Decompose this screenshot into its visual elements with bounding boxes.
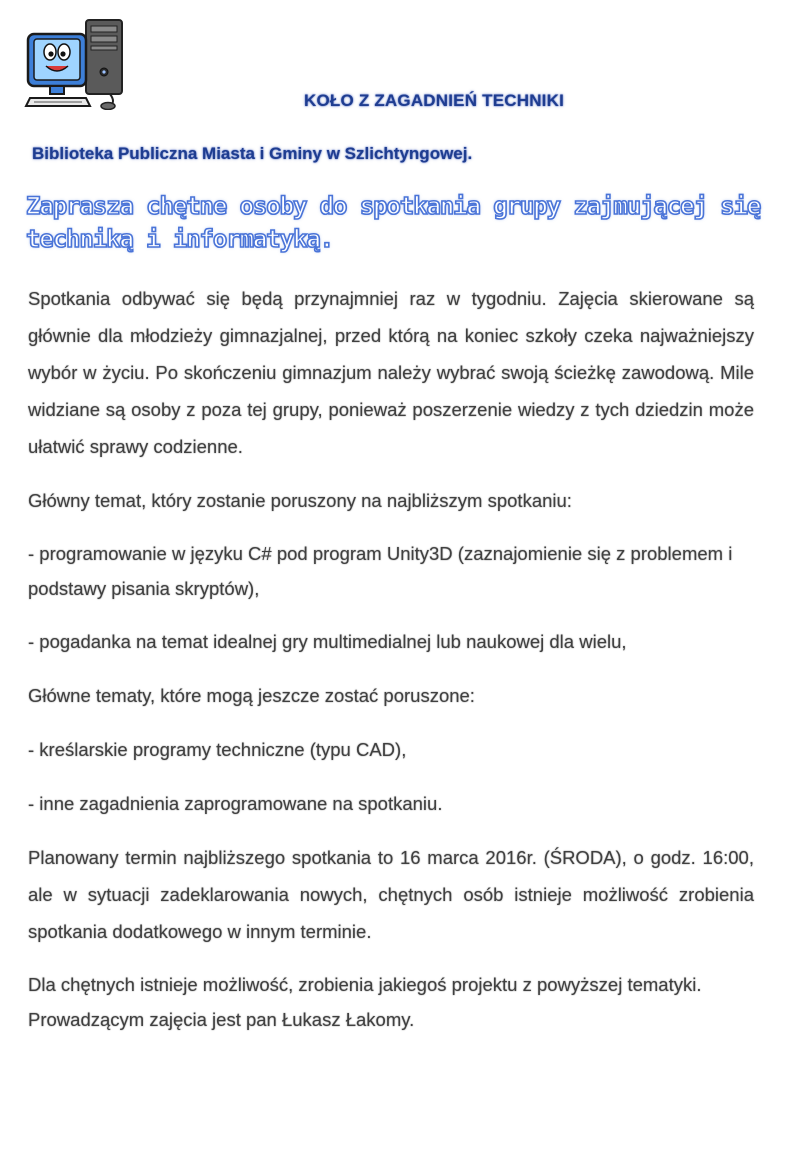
topic-item: - kreślarskie programy techniczne (typu CAD), [28,739,407,760]
topic-item: - inne zagadnienia zaprogramowane na spotkaniu. [28,793,443,814]
library-name: Biblioteka Publiczna Miasta i Gminy w Szlichtyngowej. [32,144,473,163]
document-body [28,280,754,1055]
other-topics-heading: Główne tematy, które mogą jeszcze zostać poruszone: [28,685,475,706]
projects-paragraph: Dla chętnych istnieje możliwość, zrobienia jakiegoś projektu z powyższej tematyki. Prowadzącym zajęcia jest pan Łukasz Łakomy. [28,974,702,1030]
topic-item: - programowanie w języku C# pod program Unity3D (zaznajomienie się z problemem i podstawy pisania skryptów), [28,543,733,599]
page-title: KOŁO Z ZAGADNIEŃ TECHNIKI [304,91,564,110]
topic-item: - pogadanka na temat idealnej gry multimedialnej lub naukowej dla wielu, [28,631,627,652]
schedule-paragraph: Planowany termin najbliższego spotkania to 16 marca 2016r. (ŚRODA), o godz. 16:00, ale w sytuacji zadeklarowania nowych, chętnych osób istnieje możliwość zrobienia spotkania dodatkowego w innym terminie. [28,847,754,942]
intro-paragraph: Spotkania odbywać się będą przynajmniej raz w tygodniu. Zajęcia skierowane są głównie dla młodzieży gimnazjalnej, przed którą na koniec szkoły czeka najważniejszy wybór w życiu. Po skończeniu gimnazjum należy wybrać swoją ścieżkę zawodową. Mile widziane są osoby z poza tej grupy, ponieważ poszerzenie wiedzy z tych dziedzin może ułatwić sprawy codzienne. [28,288,754,457]
invitation-heading: Zaprasza chętne osoby do spotkania grupy zajmującej się techniką i informatyką. [26,192,761,253]
main-topic-heading: Główny temat, który zostanie poruszony na najbliższym spotkaniu: [28,490,572,511]
